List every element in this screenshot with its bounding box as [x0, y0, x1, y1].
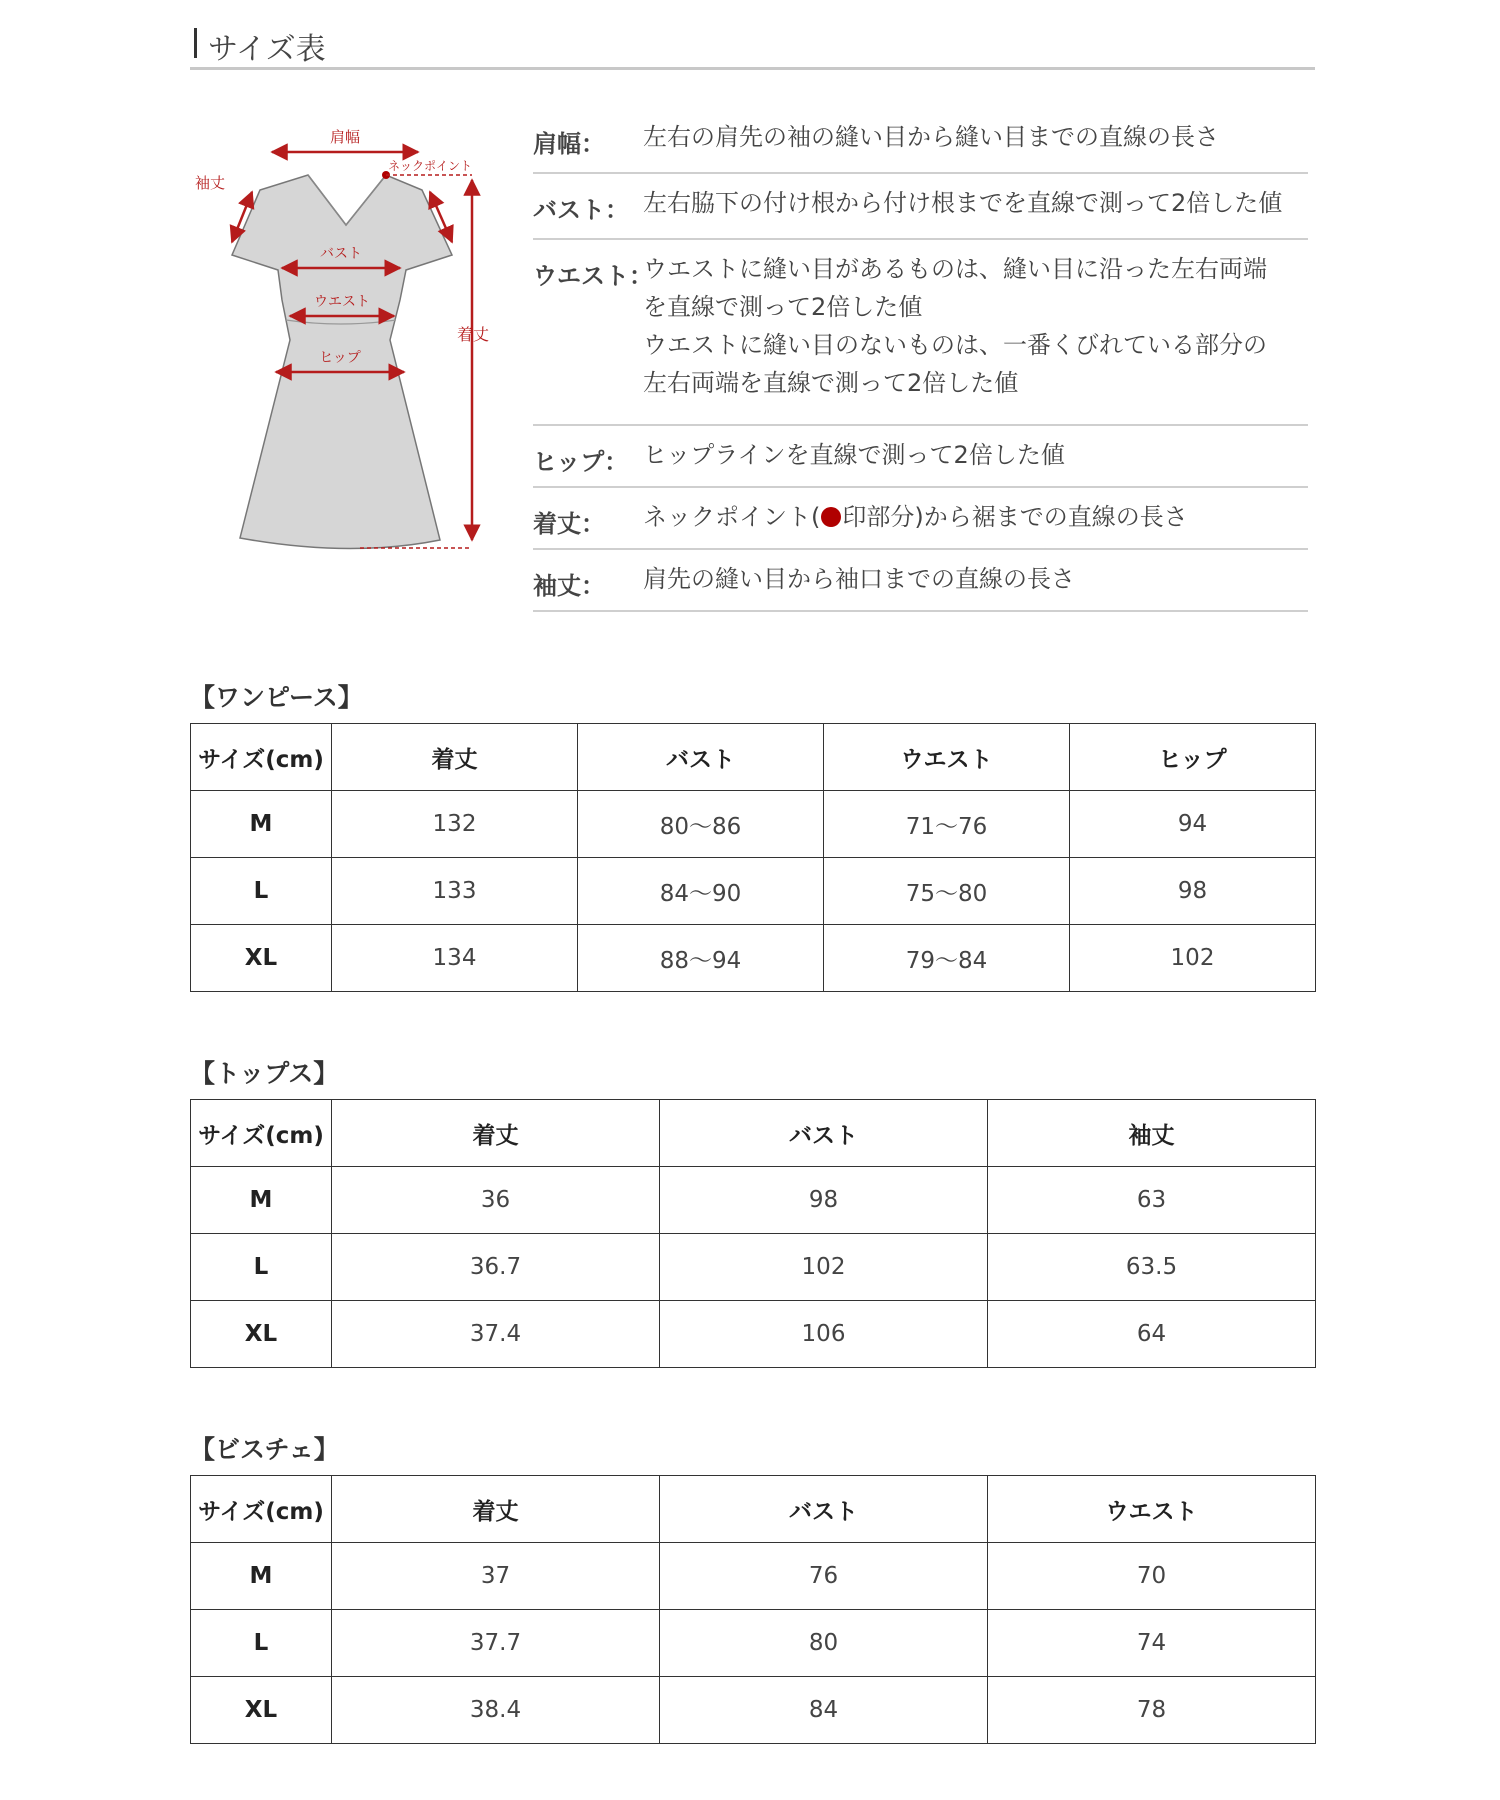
title-accent-bar [194, 28, 197, 58]
page-title-text: サイズ表 [208, 32, 326, 67]
table-header-cell: 着丈 [332, 1476, 660, 1543]
table-header-cell: 着丈 [332, 1100, 660, 1167]
definition-text [643, 498, 1188, 536]
table-cell: 64 [988, 1301, 1316, 1368]
table-cell: 102 [660, 1234, 988, 1301]
table-cell: 98 [660, 1167, 988, 1234]
table-header-cell: ウエスト [824, 724, 1070, 791]
definition-text: 肩先の縫い目から袖口までの直線の長さ [643, 565, 1075, 593]
size-label-cell: L [191, 1234, 332, 1301]
size-label-cell: M [191, 1167, 332, 1234]
definition-text-line: 左右両端を直線で測って2倍した値 [643, 369, 1019, 397]
table-header-cell: サイズ(cm) [191, 1476, 332, 1543]
table-header-cell: バスト [660, 1100, 988, 1167]
table-row [191, 1677, 1316, 1744]
table-cell: 76 [660, 1543, 988, 1610]
table-header-cell: サイズ(cm) [191, 1100, 332, 1167]
table-header-cell: バスト [578, 724, 824, 791]
definition-text-part: ネックポイント( [643, 503, 821, 531]
table-cell: 79〜84 [824, 925, 1070, 992]
table-cell: 71〜76 [824, 791, 1070, 858]
neck-point-label: ネックポイント [387, 159, 473, 173]
definition-row-length [533, 488, 1308, 550]
length-label: 着丈 [456, 325, 490, 344]
definition-term: バスト： [533, 196, 629, 224]
table-header-cell: 袖丈 [988, 1100, 1316, 1167]
table-cell: 80 [660, 1610, 988, 1677]
section-title-tops: 【トップス】 [190, 1059, 339, 1088]
definition-term: ヒップ： [533, 448, 629, 476]
table-cell: 84 [660, 1677, 988, 1744]
table-row [191, 1167, 1316, 1234]
size-label-cell: XL [191, 1301, 332, 1368]
table-cell: 63 [988, 1167, 1316, 1234]
definition-term: 肩幅： [533, 130, 605, 158]
neck-point-dot-icon [821, 507, 841, 527]
table-header-row [191, 1476, 1316, 1543]
definition-text-line: ウエストに縫い目のないものは、一番くびれている部分の [643, 331, 1267, 359]
sleeve-label: 袖丈 [194, 174, 226, 192]
table-header-cell: バスト [660, 1476, 988, 1543]
definition-row-hip [533, 426, 1308, 488]
table-cell: 134 [332, 925, 578, 992]
table-cell: 75〜80 [824, 858, 1070, 925]
table-header-row [191, 724, 1316, 791]
table-cell: 98 [1070, 858, 1316, 925]
definition-row-bust [533, 174, 1308, 240]
table-row [191, 925, 1316, 992]
section-title-onepiece: 【ワンピース】 [190, 683, 363, 712]
table-cell: 37.4 [332, 1301, 660, 1368]
table-cell: 133 [332, 858, 578, 925]
size-label-cell: XL [191, 925, 332, 992]
definition-text-line: ウエストに縫い目があるものは、縫い目に沿った左右両端 [643, 255, 1267, 283]
definition-text-line: を直線で測って2倍した値 [643, 293, 923, 321]
size-label-cell: M [191, 791, 332, 858]
table-cell: 36.7 [332, 1234, 660, 1301]
table-header-cell: サイズ(cm) [191, 724, 332, 791]
size-label-cell: L [191, 1610, 332, 1677]
definition-text: 左右脇下の付け根から付け根までを直線で測って2倍した値 [643, 189, 1283, 217]
shoulder-label: 肩幅 [329, 128, 361, 146]
table-row [191, 791, 1316, 858]
page-title [190, 20, 1315, 70]
size-label-cell: M [191, 1543, 332, 1610]
table-cell: 80〜86 [578, 791, 824, 858]
section-title-bustier: 【ビスチェ】 [190, 1435, 339, 1464]
table-cell: 74 [988, 1610, 1316, 1677]
dress-diagram-svg [190, 100, 500, 570]
definition-row-shoulder [533, 108, 1308, 174]
table-cell: 88〜94 [578, 925, 824, 992]
size-label-cell: XL [191, 1677, 332, 1744]
table-row [191, 1610, 1316, 1677]
table-header-row [191, 1100, 1316, 1167]
table-row [191, 1301, 1316, 1368]
definition-text: ヒップラインを直線で測って2倍した値 [643, 441, 1065, 469]
table-cell: 36 [332, 1167, 660, 1234]
definition-term: 袖丈： [533, 572, 605, 600]
table-cell: 38.4 [332, 1677, 660, 1744]
hip-label: ヒップ [319, 350, 361, 366]
size-table-tops [190, 1099, 1316, 1368]
definition-row-waist [533, 240, 1308, 426]
table-cell: 78 [988, 1677, 1316, 1744]
table-cell: 63.5 [988, 1234, 1316, 1301]
measurement-diagram [190, 100, 500, 570]
size-table-bustier [190, 1475, 1316, 1744]
definition-row-sleeve [533, 550, 1308, 612]
table-cell: 102 [1070, 925, 1316, 992]
table-cell: 70 [988, 1543, 1316, 1610]
waist-label: ウエスト [314, 294, 370, 310]
table-row [191, 1234, 1316, 1301]
table-header-cell: ウエスト [988, 1476, 1316, 1543]
bust-label: バスト [320, 246, 362, 262]
table-cell: 84〜90 [578, 858, 824, 925]
definition-term: ウエスト： [533, 262, 653, 290]
size-table-onepiece [190, 723, 1316, 992]
table-cell: 37 [332, 1543, 660, 1610]
table-header-cell: ヒップ [1070, 724, 1316, 791]
definition-term: 着丈： [533, 510, 605, 538]
measurement-definitions [533, 108, 1308, 612]
definition-text-part: 印部分)から裾までの直線の長さ [842, 503, 1188, 531]
definition-text: 左右の肩先の袖の縫い目から縫い目までの直線の長さ [643, 123, 1219, 151]
table-cell: 106 [660, 1301, 988, 1368]
table-cell: 132 [332, 791, 578, 858]
table-row [191, 1543, 1316, 1610]
table-cell: 94 [1070, 791, 1316, 858]
size-label-cell: L [191, 858, 332, 925]
table-cell: 37.7 [332, 1610, 660, 1677]
table-row [191, 858, 1316, 925]
table-header-cell: 着丈 [332, 724, 578, 791]
